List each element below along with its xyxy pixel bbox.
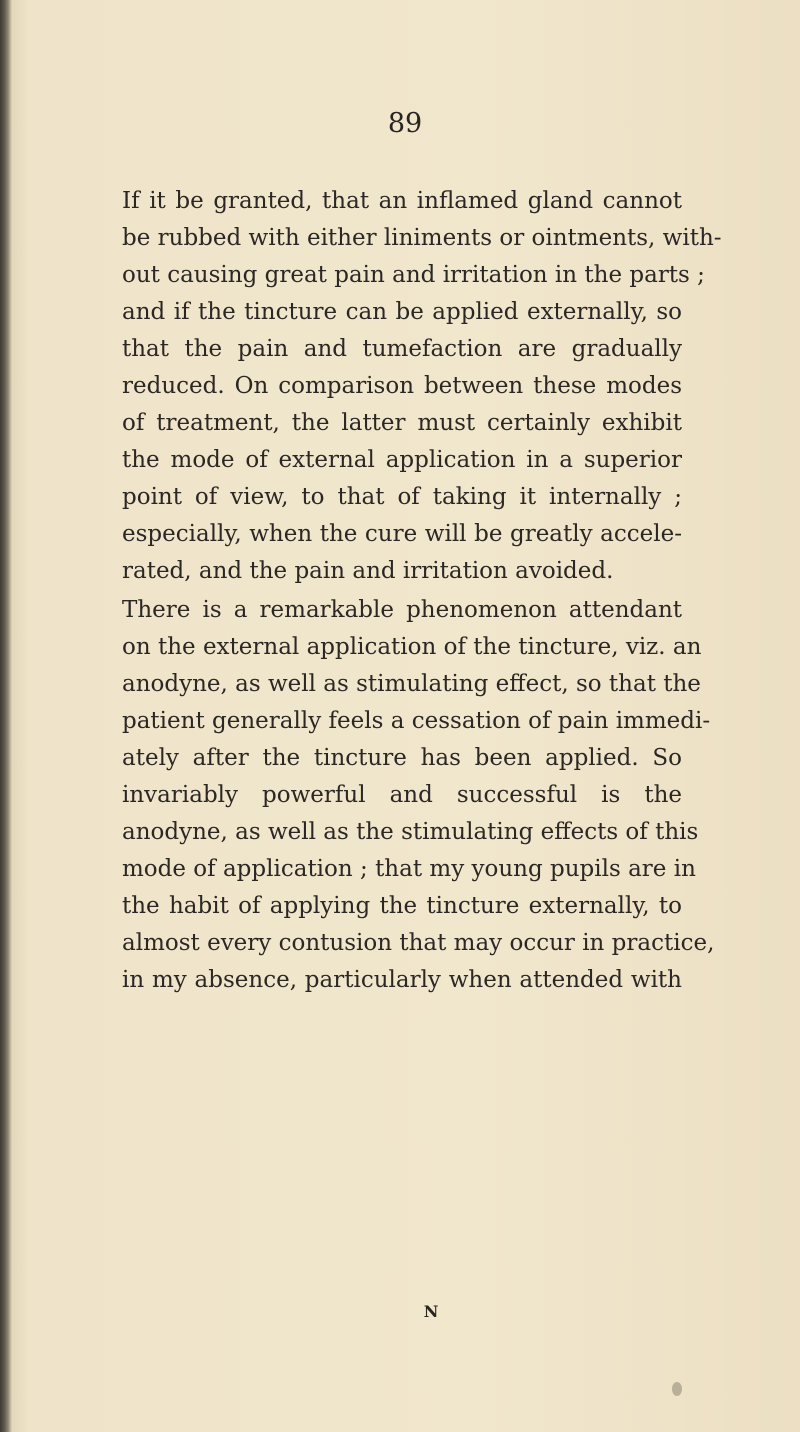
text-line: ately after the tincture has been applied. So — [122, 745, 682, 771]
ink-spot — [672, 1382, 682, 1396]
text-line: almost every contusion that may occur in practice, — [122, 930, 715, 956]
text-line: rated, and the pain and irritation avoided. — [122, 558, 614, 584]
text-line: out causing great pain and irritation in the parts ; — [122, 262, 705, 288]
text-line: invariably powerful and successful is the — [122, 782, 682, 808]
signature-mark: N — [423, 1302, 439, 1321]
text-line: There is a remarkable phenomenon attendant — [122, 597, 682, 623]
text-line: on the external application of the tincture, viz. an — [122, 634, 702, 660]
text-line: especially, when the cure will be greatly accele- — [122, 521, 682, 547]
text-line: If it be granted, that an inflamed gland cannot — [122, 188, 682, 214]
text-line: reduced. On comparison between these modes — [122, 373, 682, 399]
text-line: mode of application ; that my young pupils are in — [122, 856, 696, 882]
text-line: in my absence, particularly when attended with — [122, 967, 682, 993]
text-line: point of view, to that of taking it internally ; — [122, 484, 682, 510]
page-number: 89 — [387, 108, 423, 139]
text-line: the mode of external application in a superior — [122, 447, 682, 473]
text-line: be rubbed with either liniments or ointments, with- — [122, 225, 722, 251]
text-line: that the pain and tumefaction are gradually — [122, 336, 682, 362]
paragraph-1 — [122, 183, 722, 590]
text-line: patient generally feels a cessation of pain immedi- — [122, 708, 711, 734]
text-line: and if the tincture can be applied externally, so — [122, 299, 682, 325]
text-line: of treatment, the latter must certainly exhibit — [122, 410, 682, 436]
paragraph-2 — [122, 592, 715, 999]
binding-edge — [0, 0, 12, 1432]
text-line: anodyne, as well as the stimulating effects of this — [122, 819, 699, 845]
text-line: anodyne, as well as stimulating effect, so that the — [122, 671, 701, 697]
text-line: the habit of applying the tincture externally, to — [122, 893, 682, 919]
